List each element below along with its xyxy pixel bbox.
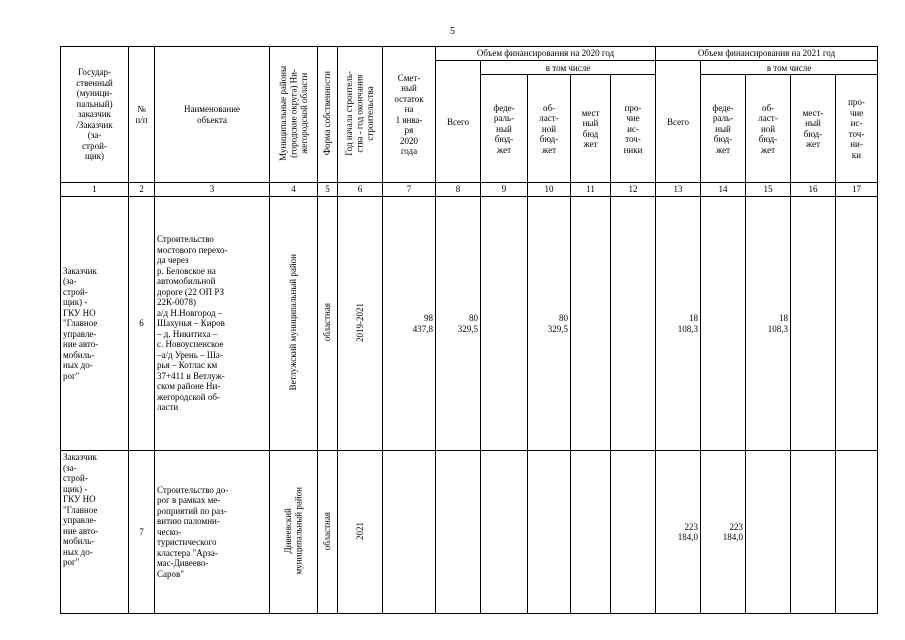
header-other-2021: про- чие ис- точ- ни- ки bbox=[836, 75, 878, 183]
column-number: 10 bbox=[528, 183, 571, 197]
district-cell: Дивеевский муниципальный район bbox=[270, 451, 318, 614]
financing-table bbox=[60, 46, 878, 614]
federal-2020-cell bbox=[481, 196, 528, 450]
regional-2021-cell bbox=[746, 451, 791, 614]
object-name-cell: Строительство до- рог в рамках ме- роприятий по раз- витию паломни- ческо- туристического кластера "Арза- мас-Дивеево- Саров" bbox=[155, 451, 270, 614]
column-number: 7 bbox=[383, 183, 436, 197]
column-number: 1 bbox=[61, 183, 129, 197]
column-number: 4 bbox=[270, 183, 318, 197]
customer-cell: Заказчик (за- строй- щик) - ГКУ НО "Главное управле- ние авто- мобиль- ных до- рог" bbox=[61, 451, 129, 614]
federal-2021-cell: 223 184,0 bbox=[701, 451, 746, 614]
local-2020-cell bbox=[571, 451, 611, 614]
local-2021-cell bbox=[791, 451, 836, 614]
column-number: 12 bbox=[611, 183, 656, 197]
total-2021-cell: 223 184,0 bbox=[656, 451, 701, 614]
column-number: 8 bbox=[436, 183, 481, 197]
header-district: Муниципальные районы (городские округа) Ни- жегородской области bbox=[270, 47, 318, 183]
column-number: 14 bbox=[701, 183, 746, 197]
row-number-cell: 6 bbox=[129, 196, 155, 450]
header-object-name: Наименование объекта bbox=[155, 47, 270, 183]
column-number: 16 bbox=[791, 183, 836, 197]
object-name-cell: Строительство мостового перехо- да через р. Беловское на автомобильной дороге (22 ОП РЗ 22К-0078) а/д Н.Новгород – Шахунья – Киров – д. Никитиха – с. Новоуспенское –а/д Урень – Ша- рья – Котлас км 37+411 в Ветлуж- ском районе Ни- жегородской об- ласти bbox=[155, 196, 270, 450]
other-2021-cell bbox=[836, 451, 878, 614]
header-incl-2020: в том числе bbox=[481, 61, 656, 75]
header-ownership: Форма собственности bbox=[318, 47, 338, 183]
header-local-2020: мест ный бюд жет bbox=[571, 75, 611, 183]
federal-2021-cell bbox=[701, 196, 746, 450]
header-remainder: Смет- ный остаток на 1 янва- ря 2020 года bbox=[383, 47, 436, 183]
row-number-cell: 7 bbox=[129, 451, 155, 614]
column-number: 13 bbox=[656, 183, 701, 197]
regional-2020-cell bbox=[528, 451, 571, 614]
header-regional-2021: об- ласт- ной бюд- жет bbox=[746, 75, 791, 183]
table-row bbox=[61, 196, 878, 450]
district-cell: Ветлужский муниципальный район bbox=[270, 196, 318, 450]
header-federal-2021: феде- раль- ный бюд- жет bbox=[701, 75, 746, 183]
other-2020-cell bbox=[611, 451, 656, 614]
header-customer: Государ- ственный (муници- пальный) заказчик /Заказчик (за- строй- щик) bbox=[61, 47, 129, 183]
total-2021-cell: 18 108,3 bbox=[656, 196, 701, 450]
column-number: 5 bbox=[318, 183, 338, 197]
column-number: 17 bbox=[836, 183, 878, 197]
local-2021-cell bbox=[791, 196, 836, 450]
other-2020-cell bbox=[611, 196, 656, 450]
other-2021-cell bbox=[836, 196, 878, 450]
total-2020-cell bbox=[436, 451, 481, 614]
table-row bbox=[61, 451, 878, 614]
header-group-2021: Объем финансирования на 2021 год bbox=[656, 47, 878, 61]
column-number: 6 bbox=[338, 183, 383, 197]
column-number: 9 bbox=[481, 183, 528, 197]
header-incl-2021: в том числе bbox=[701, 61, 878, 75]
header-group-2020: Объем финансирования на 2020 год bbox=[436, 47, 656, 61]
ownership-cell: областная bbox=[318, 196, 338, 450]
remainder-cell: 98 437,8 bbox=[383, 196, 436, 450]
column-number: 15 bbox=[746, 183, 791, 197]
header-local-2021: мест- ный бюд- жет bbox=[791, 75, 836, 183]
regional-2020-cell: 80 329,5 bbox=[528, 196, 571, 450]
column-numbers-row bbox=[61, 183, 878, 197]
column-number: 2 bbox=[129, 183, 155, 197]
customer-cell: Заказчик (за- строй- щик) - ГКУ НО "Главное управле- ние авто- мобиль- ных до- рог" bbox=[61, 196, 129, 450]
header-years: Год начала строитель- ства - год окончания строительства bbox=[338, 47, 383, 183]
header-total-2021: Всего bbox=[656, 61, 701, 183]
header-number: № п/п bbox=[129, 47, 155, 183]
remainder-cell bbox=[383, 451, 436, 614]
regional-2021-cell: 18 108,3 bbox=[746, 196, 791, 450]
header-federal-2020: феде- раль- ный бюд- жет bbox=[481, 75, 528, 183]
federal-2020-cell bbox=[481, 451, 528, 614]
total-2020-cell: 80 329,5 bbox=[436, 196, 481, 450]
header-total-2020: Всего bbox=[436, 61, 481, 183]
column-number: 3 bbox=[155, 183, 270, 197]
header-other-2020: про- чие ис- точ- ники bbox=[611, 75, 656, 183]
ownership-cell: областная bbox=[318, 451, 338, 614]
years-cell: 2019-2021 bbox=[338, 196, 383, 450]
page-number: 5 bbox=[450, 26, 455, 37]
column-number: 11 bbox=[571, 183, 611, 197]
local-2020-cell bbox=[571, 196, 611, 450]
header-regional-2020: об- ласт- ной бюд- жет bbox=[528, 75, 571, 183]
years-cell: 2021 bbox=[338, 451, 383, 614]
